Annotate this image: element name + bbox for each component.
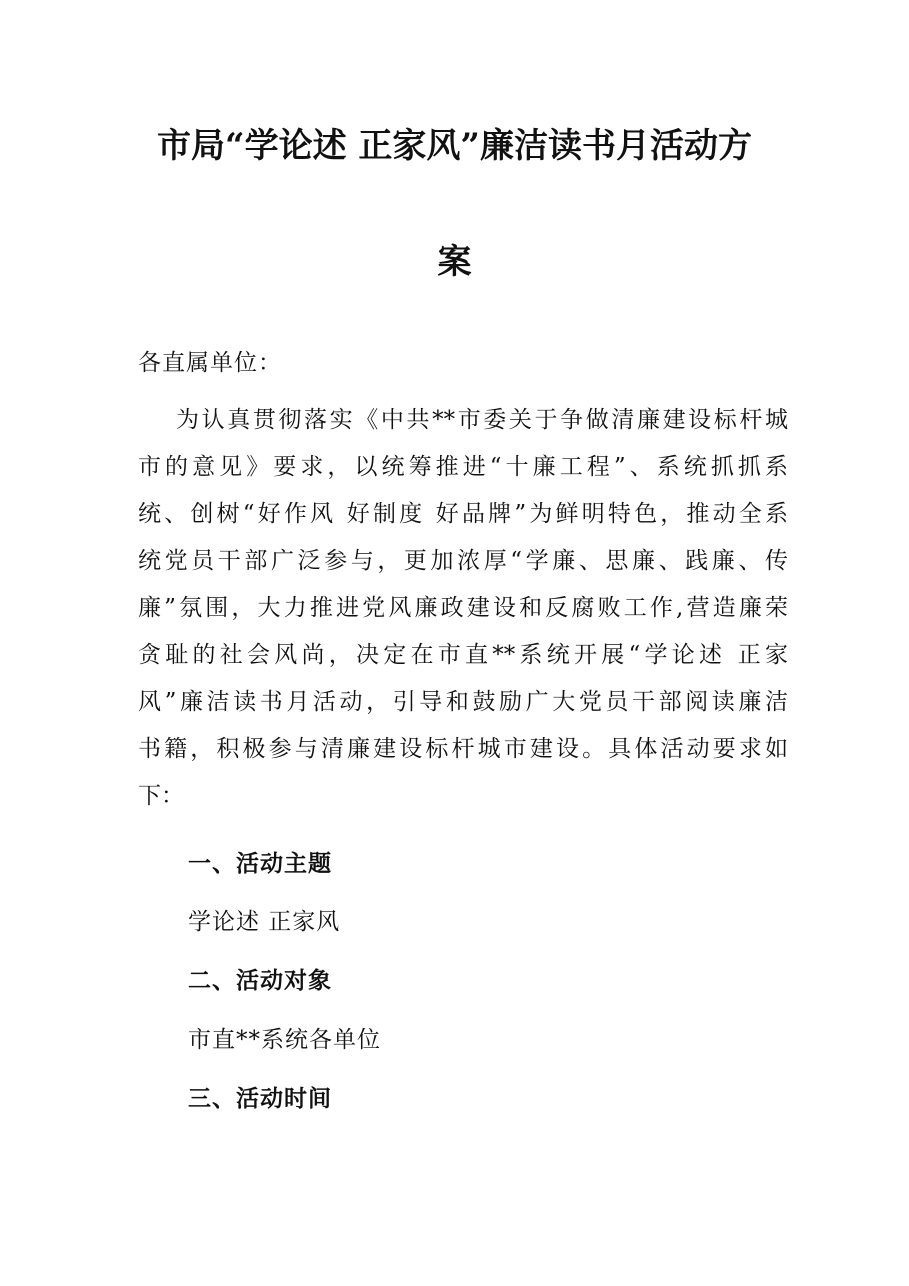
body-line: 统党员干部广泛参与，更加浓厚“学廉、思廉、践廉、传 [138,548,788,574]
document-title-line-1: 市局“学论述 正家风”廉洁读书月活动方 [157,126,752,166]
document-title-line-2: 案 [437,242,472,282]
section-content-theme: 学论述 正家风 [188,909,341,935]
body-line: 下： [138,783,184,809]
salutation: 各直属单位： [138,350,282,376]
section-heading-time: 三、活动时间 [188,1086,332,1112]
section-heading-participants: 二、活动对象 [188,968,332,994]
body-line: 市的意见》要求，以统筹推进“十廉工程”、系统抓抓系 [138,454,788,480]
body-line: 风”廉洁读书月活动，引导和鼓励广大党员干部阅读廉洁 [138,689,788,715]
body-line: 书籍，积极参与清廉建设标杆城市建设。具体活动要求如 [138,736,788,762]
body-paragraph [138,400,788,823]
body-line: 贪耻的社会风尚，决定在市直**系统开展“学论述 正家 [138,642,788,668]
section-content-participants: 市直**系统各单位 [188,1027,381,1053]
body-line: 统、创树“好作风 好制度 好品牌”为鲜明特色，推动全系 [138,501,788,527]
body-line: 廉”氛围，大力推进党风廉政建设和反腐败工作,营造廉荣 [138,595,788,621]
section-heading-theme: 一、活动主题 [188,851,332,877]
body-line: 为认真贯彻落实《中共**市委关于争做清廉建设标杆城 [176,407,788,433]
